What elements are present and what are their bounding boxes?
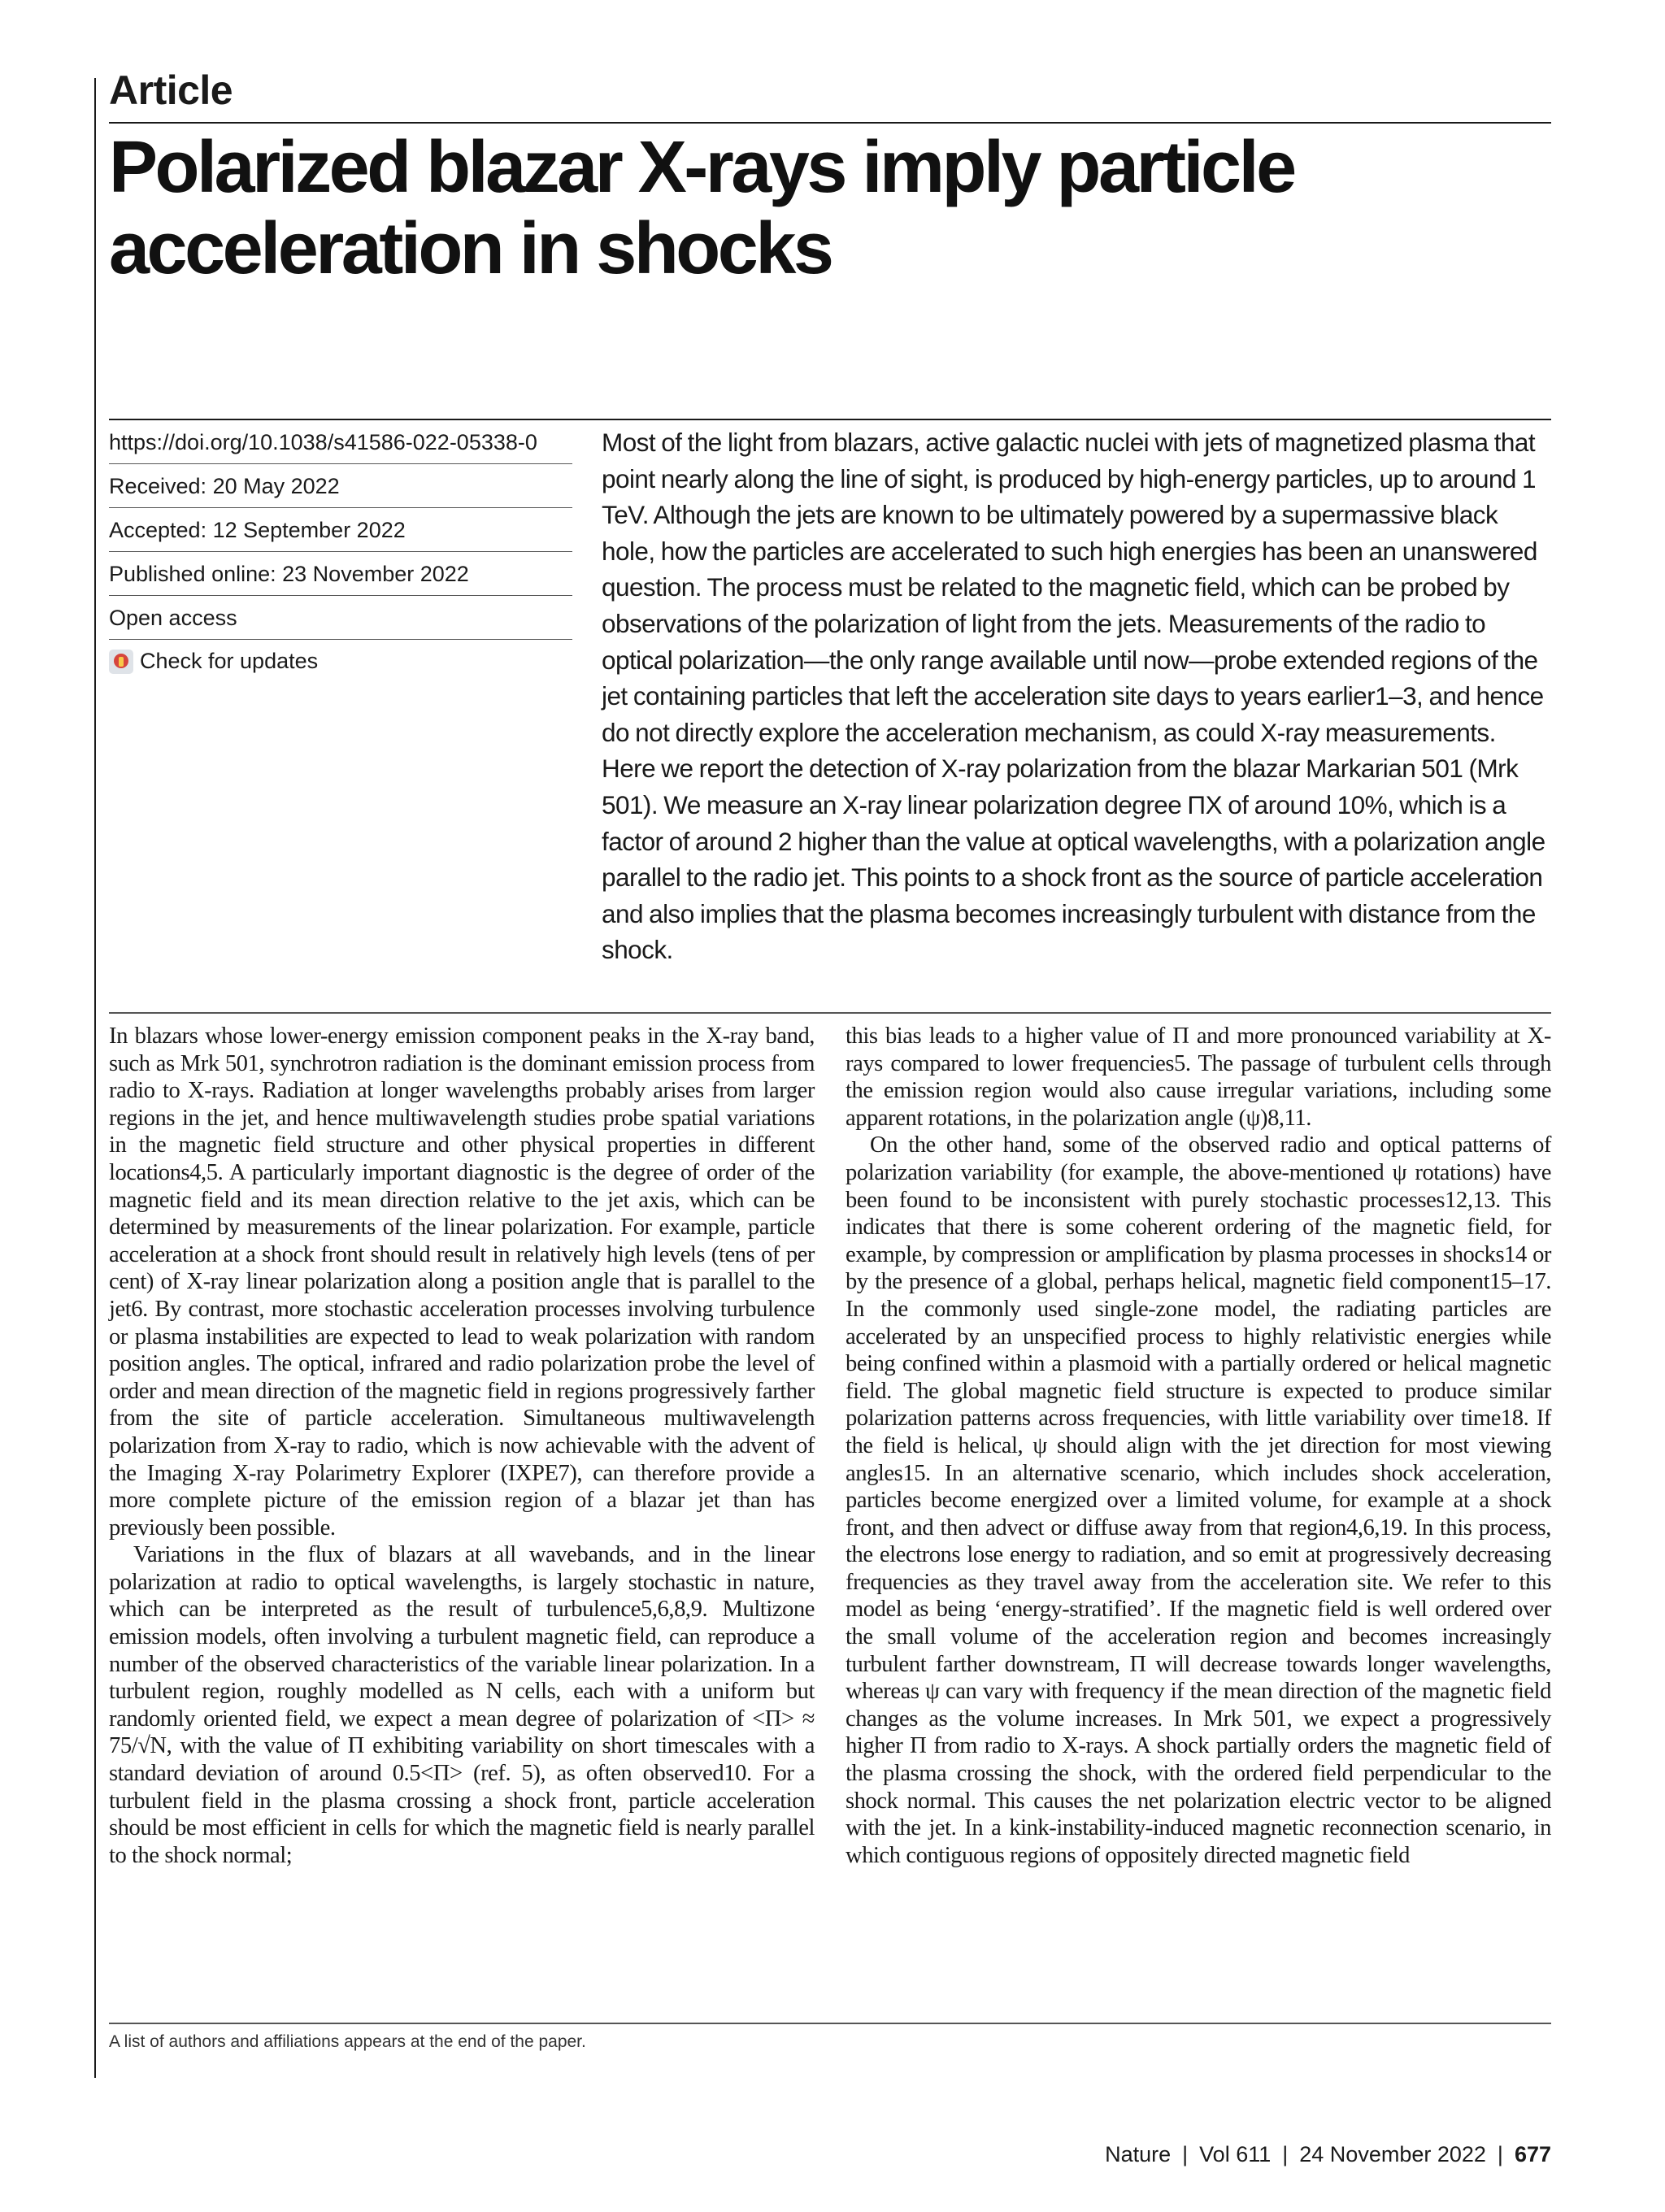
body-column-right xyxy=(846,1023,1551,1869)
check-for-updates-button[interactable] xyxy=(109,640,572,683)
left-margin-rule xyxy=(94,78,96,2078)
abstract: Most of the light from blazars, active galactic nuclei with jets of magnetized plasma that point nearly along the line of sight, is produced by high-energy particles, up to around 1 TeV. Although the jets are known to be ultimately powered by a supermassive black hole, how the particles are accelerated to such high energies has been an unanswered question. The process must be related to the magnetic field, which can be probed by observations of the polarization of light from the jets. Measurements of the radio to optical polarization—the only range available until now—probe extended regions of the jet containing particles that left the acceleration site days to years earlier1–3, and hence do not directly explore the acceleration mechanism, as could X-ray measurements. Here we report the detection of X-ray polarization from the blazar Markarian 501 (Mrk 501). We measure an X-ray linear polarization degree ΠX of around 10%, which is a factor of around 2 higher than the value at optical wavelengths, with a polarization angle parallel to the radio jet. This points to a shock front as the source of particle acceleration and also implies that the plasma becomes increasingly turbulent with distance from the shock. xyxy=(602,428,1545,965)
journal-name: Nature xyxy=(1105,2142,1172,2166)
body-column-left xyxy=(109,1023,815,1869)
check-for-updates-label: Check for updates xyxy=(140,649,319,673)
crossmark-icon xyxy=(109,650,133,674)
article-title: Polarized blazar X-rays imply particle acceleration in shocks xyxy=(109,127,1294,289)
body-paragraph: Variations in the flux of blazars at all wavebands, and in the linear polarization at radio to optical wavelengths, is largely stochastic in nature, which can be interpreted as the result of turbulence5,6,8,9. Multizone emission models, often involving a turbulent magnetic field, can reproduce a number of the observed characteristics of the variable linear polarization. In a turbulent region, roughly modelled as N cells, each with a uniform but randomly oriented field, we expect a mean degree of polarization of <Π> ≈ 75/√N, with the value of Π exhibiting variability on short timescales with a standard deviation of around 0.5<Π> (ref. 5), as often observed10. For a turbulent field in the plasma crossing a shock front, particle acceleration should be most efficient in cells for which the magnetic field is nearly parallel to the shock normal; xyxy=(109,1542,815,1868)
article-metadata xyxy=(109,420,572,683)
article-type-label: Article xyxy=(109,67,233,113)
page-number: 677 xyxy=(1514,2142,1551,2166)
received-date: Received: 20 May 2022 xyxy=(109,464,572,508)
journal-volume: Vol 611 xyxy=(1199,2142,1272,2166)
header-rule xyxy=(109,122,1551,124)
published-date: Published online: 23 November 2022 xyxy=(109,552,572,596)
doi-link[interactable]: https://doi.org/10.1038/s41586-022-05338-0 xyxy=(109,420,572,464)
body-paragraph: In blazars whose lower-energy emission component peaks in the X-ray band, such as Mrk 501, synchrotron radiation is the dominant emission process from radio to X-rays. Radiation at longer wavelengths probably arises from larger regions in the jet, and hence multiwavelength studies probe spatial variations in the magnetic field structure and other physical properties in different locations4,5. A particularly important diagnostic is the degree of order of the magnetic field and its mean direction relative to the jet axis, which can be determined by measurements of the linear polarization. For example, particle acceleration at a shock front should result in relatively high levels (tens of per cent) of X-ray linear polarization along a position angle that is parallel to the jet6. By contrast, more stochastic acceleration processes involving turbulence or plasma instabilities are expected to lead to weak polarization with random position angles. The optical, infrared and radio polarization probe the level of order and mean direction of the magnetic field in regions progressively farther from the site of particle acceleration. Simultaneous multiwavelength polarization from X-ray to radio, which is now achievable with the advent of the Imaging X-ray Polarimetry Explorer (IXPE7), can therefore provide a more complete picture of the emission region of a blazar jet than has previously been possible. xyxy=(109,1023,815,1541)
page-footer: Nature | Vol 611 | 24 November 2022 | 677 xyxy=(1105,2142,1551,2166)
open-access-label: Open access xyxy=(109,596,572,640)
footnote-rule xyxy=(109,2023,1551,2024)
issue-date: 24 November 2022 xyxy=(1299,2142,1486,2166)
body-paragraph: On the other hand, some of the observed radio and optical patterns of polarization variability (for example, the above-mentioned ψ rotations) have been found to be inconsistent with purely stochastic processes12,13. This indicates that there is some coherent ordering of the magnetic field, for example, by compression or amplification by plasma processes in shocks14 or by the presence of a global, perhaps helical, magnetic field component15–17. In the commonly used single-zone model, the radiating particles are accelerated by an unspecified process to highly relativistic energies while being confined within a plasmoid with a partially ordered or helical magnetic field. The global magnetic field structure is expected to produce similar polarization patterns across frequencies, with little variability over time18. If the field is helical, ψ should align with the jet direction for most viewing angles15. In an alternative scenario, which includes shock acceleration, particles become energized over a limited volume, for example at a shock front, and then advect or diffuse away from that region4,6,19. In this process, the electrons lose energy to radiation, and so emit at progressively decreasing frequencies as they travel away from the acceleration site. We refer to this model as being ‘energy-stratified’. If the magnetic field is well ordered over the small volume of the acceleration region and becomes increasingly turbulent farther downstream, Π will decrease towards longer wavelengths, whereas ψ can vary with frequency if the mean direction of the magnetic field changes as the volume increases. In Mrk 501, we expect a progressively higher Π from radio to X-rays. A shock partially orders the magnetic field of the plasma crossing the shock, with the ordered field perpendicular to the shock normal. This causes the net polarization electric vector to be aligned with the jet. In a kink-instability-induced magnetic reconnection scenario, in which contiguous regions of oppositely directed magnetic field xyxy=(846,1132,1551,1868)
body-top-rule xyxy=(109,1012,1551,1014)
author-footnote: A list of authors and affiliations appears at the end of the paper. xyxy=(109,2032,586,2051)
body-paragraph: this bias leads to a higher value of Π and more pronounced variability at X-rays compared to lower frequencies5. The passage of turbulent cells through the emission region would also cause irregular variations, including some apparent rotations, in the polarization angle (ψ)8,11. xyxy=(846,1023,1551,1131)
accepted-date: Accepted: 12 September 2022 xyxy=(109,508,572,552)
